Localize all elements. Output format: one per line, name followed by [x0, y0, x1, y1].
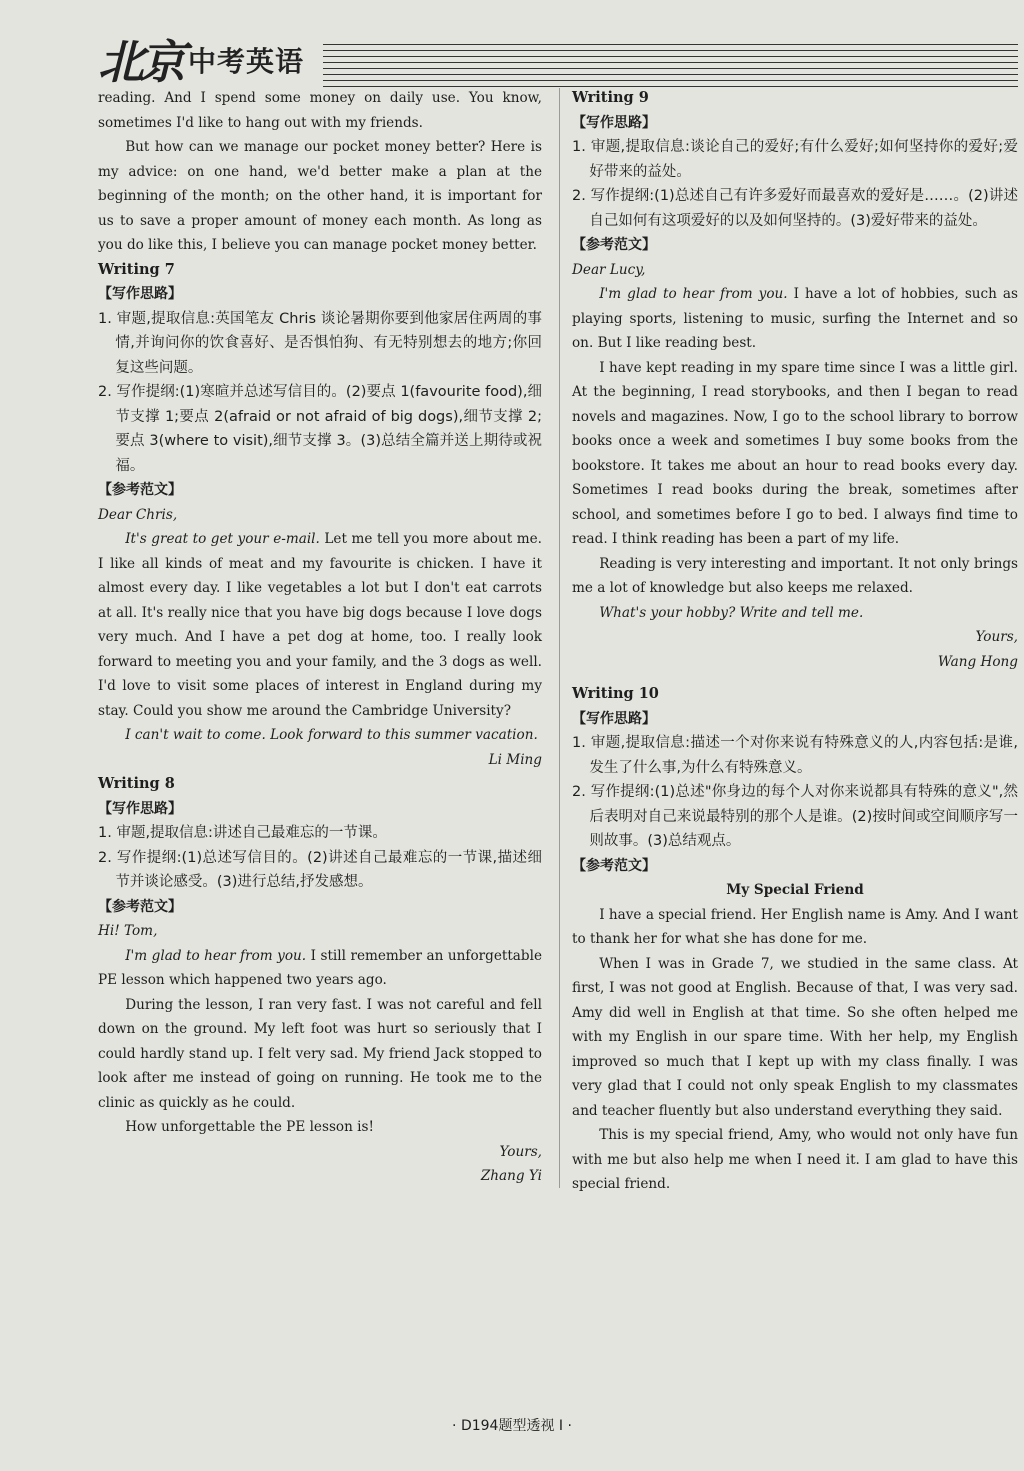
- letter-signature: Li Ming: [488, 751, 542, 768]
- idea-heading: 【写作思路】: [98, 286, 182, 302]
- essay-title: My Special Friend: [726, 882, 864, 898]
- model-heading: 【参考范文】: [98, 482, 182, 498]
- letter-signature: Wang Hong: [937, 653, 1018, 670]
- header-rule-lines: [323, 44, 1018, 88]
- book-title: 中考英语: [188, 45, 305, 78]
- opening-phrase: It's great to get your e-mail.: [125, 531, 320, 547]
- letter-paragraph: Reading is very interesting and important. It not only brings me a lot of knowledge but also keeps me relaxed.: [572, 555, 1018, 596]
- section-title-writing-10: Writing 10: [572, 685, 659, 702]
- model-heading: 【参考范文】: [572, 237, 656, 253]
- page-number: · D194题型透视 I ·: [452, 1418, 572, 1434]
- section-title-writing-8: Writing 8: [98, 775, 175, 792]
- letter-paragraph: [98, 527, 542, 723]
- letter-paragraph: During the lesson, I ran very fast. I was not careful and fell down on the ground. My left foot was hurt so seriously that I could hardly stand up. I felt very sad. My friend Jack stopped to look after me instead of going on running. He took me to the clinic as quickly as he could.: [98, 996, 542, 1111]
- page-header: [78, 22, 1018, 89]
- letter-greeting: Dear Chris,: [98, 506, 178, 523]
- paragraph-text: I still remember an unforgettable PE lesson which happened two years ago.: [98, 947, 542, 988]
- opening-phrase: I'm glad to hear from you.: [599, 286, 788, 302]
- idea-item: 2. 写作提纲:(1)总述写信目的。(2)讲述自己最难忘的一节课,描述细节并谈论感受。(3)进行总结,抒发感想。: [98, 849, 542, 890]
- paragraph-text: I have a lot of hobbies, such as playing sports, listening to music, surfing the Internet and so on. But I like reading best.: [572, 286, 1018, 351]
- continued-text: But how can we manage our pocket money better? Here is my advice: on one hand, we'd better make a plan at the beginning of the month; on the other hand, it is important for us to save a proper amount of money each month. As long as you do like this, I believe you can manage pocket money better.: [98, 139, 542, 253]
- letter-signature: Zhang Yi: [480, 1168, 542, 1184]
- essay-paragraph: I have a special friend. Her English name is Amy. And I want to thank her for what she has done for me.: [572, 906, 1018, 947]
- model-heading: 【参考范文】: [98, 898, 182, 915]
- letter-greeting: Hi! Tom,: [98, 923, 158, 939]
- idea-heading: 【写作思路】: [572, 710, 656, 727]
- idea-item: 2. 写作提纲:(1)总述"你身边的每个人对你来说都具有特殊的意义",然后表明对自己来说最特别的那个人是谁。(2)按时间或空间顺序写一则故事。(3)总结观点。: [572, 784, 1018, 849]
- idea-item: 2. 写作提纲:(1)总述自己有许多爱好而最喜欢的爱好是……。(2)讲述自己如何有这项爱好的以及如何坚持的。(3)爱好带来的益处。: [572, 188, 1018, 229]
- letter-paragraph: How unforgettable the PE lesson is!: [125, 1119, 374, 1135]
- model-heading: 【参考范文】: [572, 857, 656, 874]
- essay-paragraph: This is my special friend, Amy, who would not only have fun with me but also help me when I need it. I am glad to have this special friend.: [572, 1127, 1018, 1192]
- right-column: [572, 86, 1018, 1197]
- letter-closing: What's your hobby? Write and tell me.: [599, 604, 864, 621]
- idea-item: 1. 审题,提取信息:英国笔友 Chris 谈论暑期你要到他家居住两周的事情,并询问你的饮食喜好、是否惧怕狗、有无特别想去的地方;你回复这些问题。: [98, 310, 542, 376]
- continued-text: reading. And I spend some money on daily use. You know, sometimes I'd like to hang out with my friends.: [98, 90, 542, 131]
- section-title-writing-7: Writing 7: [98, 260, 175, 278]
- paragraph-text: Let me tell you more about me. I like all kinds of meat and my favourite is chicken. I have it almost every day. I like vegetables a lot but I don't eat carrots at all. It's really nice that you have big dogs because I love dogs very much. And I have a pet dog at home, too. I really look forward to meeting you and your family, and the 3 dogs as well. I'd love to visit some places of interest in England during my stay. Could you show me around the Cambridge University?: [98, 531, 542, 719]
- opening-phrase: I'm glad to hear from you.: [125, 947, 307, 964]
- letter-paragraph: [572, 282, 1018, 356]
- logo-script: 北京: [98, 35, 182, 89]
- idea-item: 1. 审题,提取信息:描述一个对你来说有特殊意义的人,内容包括:是谁,发生了什么事,为什么有特殊意义。: [572, 735, 1018, 776]
- idea-item: 1. 审题,提取信息:讲述自己最难忘的一节课。: [98, 825, 387, 841]
- letter-greeting: Dear Lucy,: [572, 261, 646, 278]
- column-divider: [559, 88, 560, 1188]
- idea-heading: 【写作思路】: [98, 800, 182, 817]
- letter-paragraph: I have kept reading in my spare time since I was a little girl. At the beginning, I read storybooks, and then I began to read novels and magazines. Now, I go to the school library to borrow books once a week and sometimes I buy some books from the bookstore. It takes me about an hour to read books every day. Sometimes I read books during the break, sometimes after school, and sometimes before I go to bed. I always find time to read. I think reading has been a part of my life.: [572, 359, 1018, 547]
- section-title-writing-9: Writing 9: [572, 89, 649, 106]
- idea-item: 2. 写作提纲:(1)寒暄并总述写信目的。(2)要点 1(favourite food),细节支撑 1;要点 2(afraid or not afraid of big dogs),细节支撑 2;要点 3(where to visit),细节支撑 3。(3)总结全篇并送上期待或祝福。: [98, 384, 542, 474]
- letter-paragraph: [98, 944, 542, 993]
- idea-item: 1. 审题,提取信息:谈论自己的爱好;有什么爱好;如何坚持你的爱好;爱好带来的益处。: [572, 139, 1018, 180]
- letter-closing: I can't wait to come. Look forward to this summer vacation.: [125, 727, 538, 743]
- letter-yours: Yours,: [499, 1143, 542, 1160]
- idea-heading: 【写作思路】: [572, 114, 656, 131]
- essay-paragraph: When I was in Grade 7, we studied in the same class. At first, I was not good at English. Because of that, I was very sad. Amy did well in English at that time. So she often helped me with my English in our spare time. With her help, my English improved so much that I kept up with my class finally. I was very glad that I could not only speak English to my classmates and teacher fluently but also understand everything they said.: [572, 955, 1018, 1119]
- left-column: [98, 86, 542, 1189]
- letter-yours: Yours,: [975, 629, 1018, 645]
